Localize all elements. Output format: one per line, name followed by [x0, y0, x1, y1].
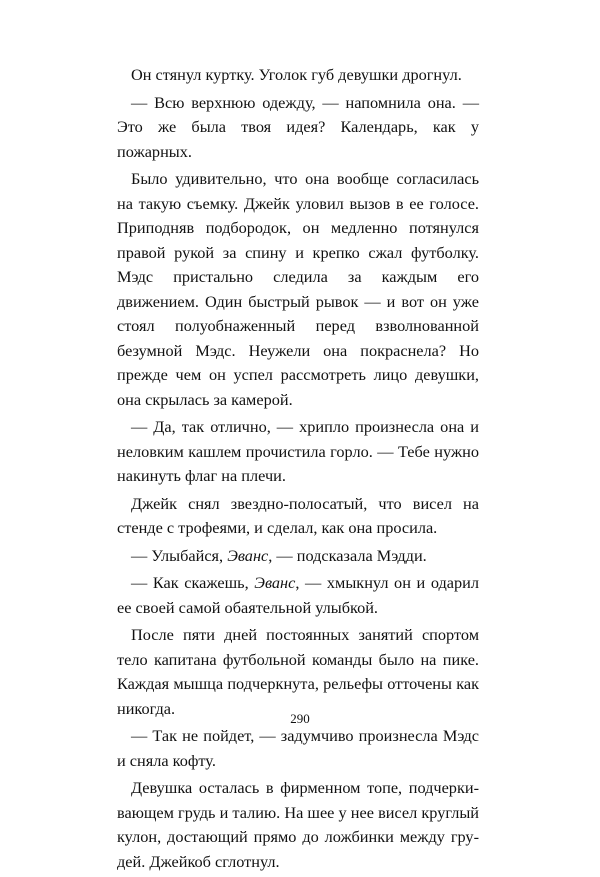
italic-name: Эванс — [254, 573, 296, 592]
paragraph-3: Было удивительно, что она вообще согласилась на такую съемку. Джейк уловил вызов в ее голосе. Приподняв подбородок, он медленно потянулся правой рукой за спину и крепко сжал футболку. Мэдс пристально следила за каждым его движением. Один быстрый рывок — и вот он уже стоял полуобнаженный перед взволнованной безумной Мэдс. Неужели она покраснела? Но прежде чем он успел рассмотреть лицо девушки, она скрылась за камерой. — [117, 169, 479, 409]
paragraph-1: Он стянул куртку. Уголок губ девушки дрогнул. — [131, 65, 462, 84]
paragraph-4: — Да, так отлично, — хрипло произнесла она и неловким кашлем прочистила горло. — Тебе нужно накинуть флаг на плечи. — [117, 417, 479, 485]
page-number: 290 — [290, 711, 310, 726]
paragraph-9: — Так не пойдет, — задумчиво произнесла Мэдс и сняла кофту. — [117, 726, 479, 770]
paragraph-2: — Всю верхнюю одежду, — напомнила она. — Это же была твоя идея? Календарь, как у пожарных. — [117, 92, 479, 161]
paragraph-8: После пяти дней постоянных занятий спортом тело капитана футбольной команды было на пике. Каждая мышца подчеркнута, рельефы отточены как никогда. — [117, 625, 479, 718]
dialogue-lead: — Улыбайся, — [131, 545, 228, 565]
dialogue-tail: , — подсказала Мэдди. — [268, 545, 427, 565]
paragraph-10: Девушка осталась в фирменном топе, подчеркивающем грудь и талию. На шее у нее висел круглый кулон, достающий прямо до ложбинки между грудей. Джейкоб сглотнул. — [117, 778, 479, 871]
dialogue-tail: , — хмыкнул он и одарил ее своей самой обаятельной улыбкой. — [117, 573, 479, 617]
italic-name: Эванс — [227, 545, 269, 565]
paragraph-6 — [117, 544, 479, 569]
book-page-text — [117, 63, 479, 877]
paragraph-7 — [117, 571, 479, 620]
paragraph-5: Джейк снял звездно-полосатый, что висел на стенде с трофеями, и сделал, как она просила. — [117, 493, 479, 537]
dialogue-lead: — Как скажешь, — [131, 573, 255, 592]
